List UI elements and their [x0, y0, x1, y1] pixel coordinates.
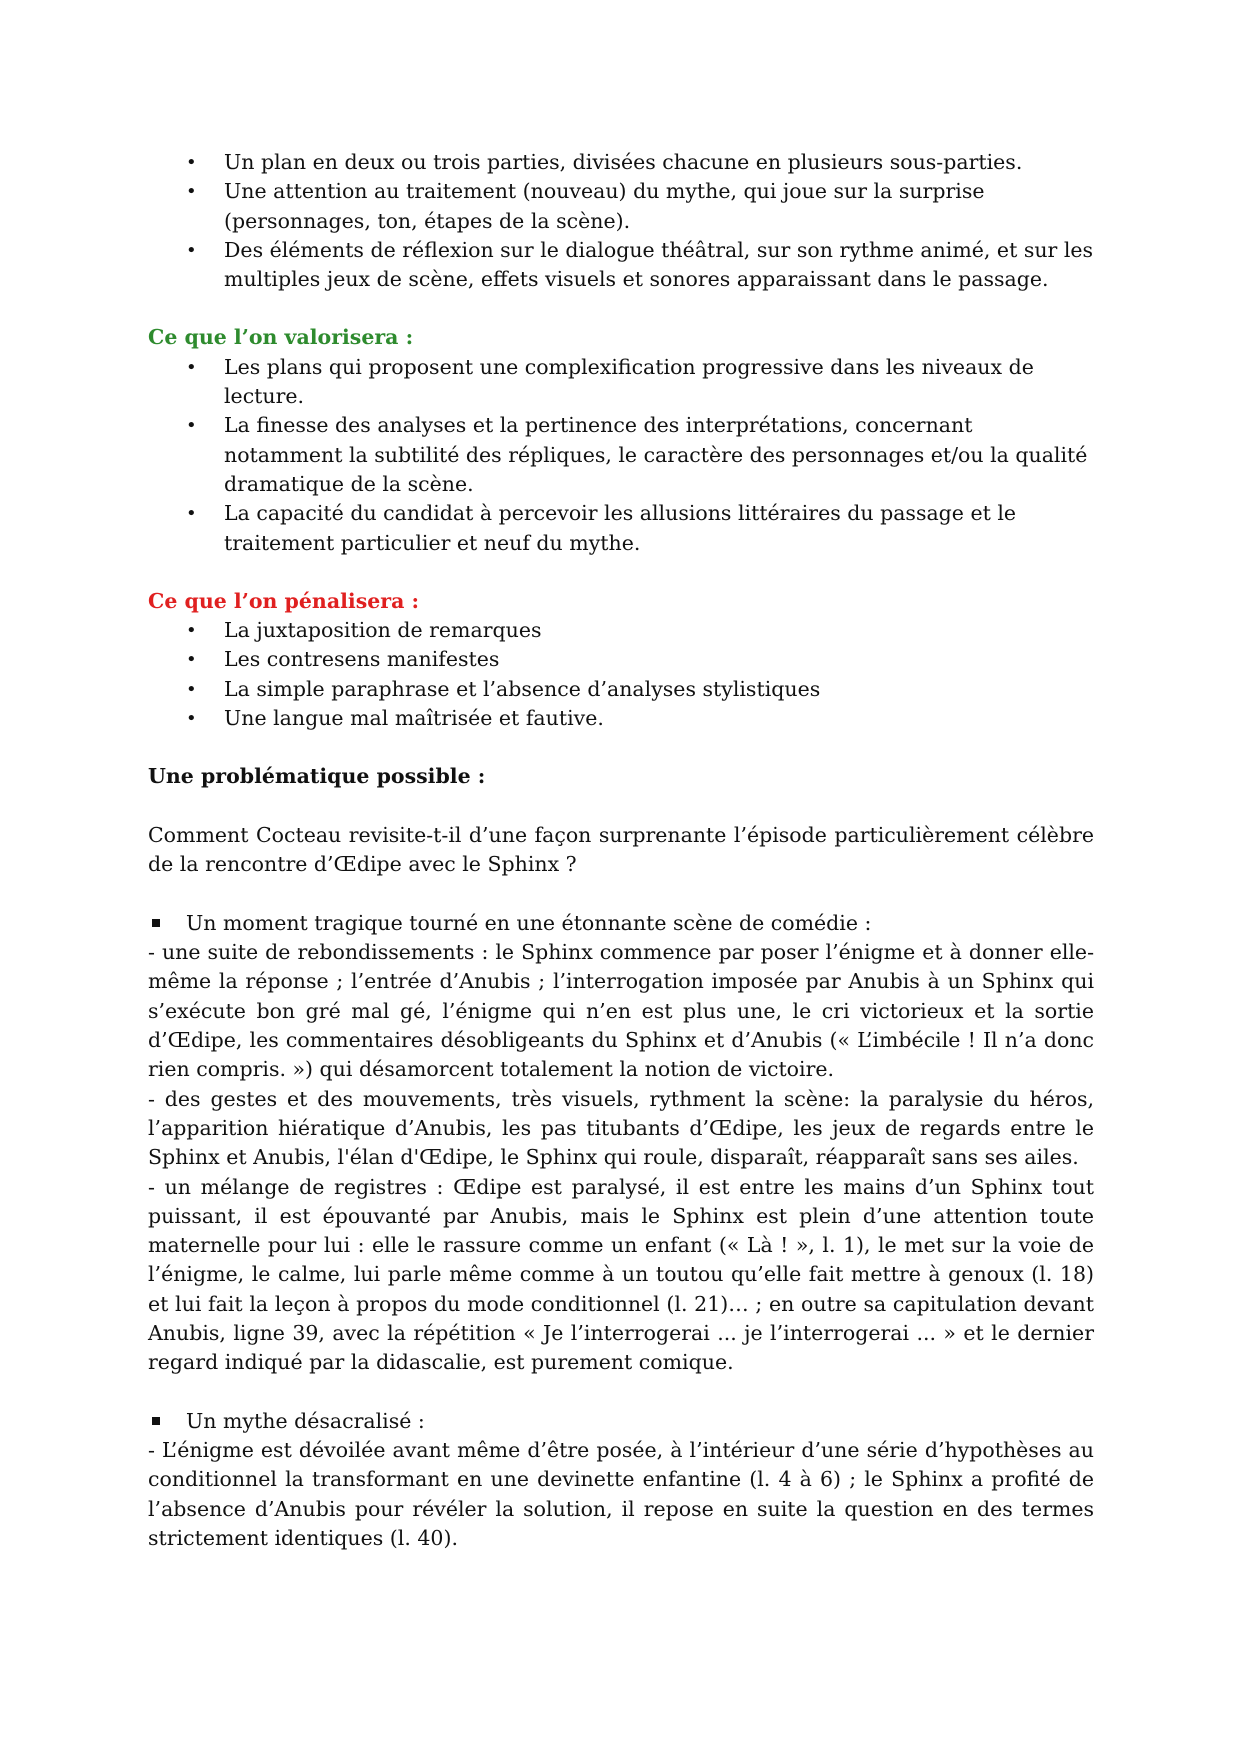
list-item: • Une attention au traitement (nouveau) du mythe, qui joue sur la surprise (personnages, ton, étapes de la scène). — [186, 179, 985, 233]
part2-paragraph: - L’énigme est dévoilée avant même d’être posée, à l’intérieur d’une série d’hypothèses au conditionnel la transformant en une devinette enfantine (l. 4 à 6) ; le Sphinx a profité de l’absence d’Anubis pour révéler la solution, il repose en suite la question en des termes strictement identiques (l. 40). — [148, 1438, 1094, 1551]
list-item: • Un plan en deux ou trois parties, divisées chacune en plusieurs sous-parties. — [148, 148, 1094, 177]
list-item: • La simple paraphrase et l’absence d’analyses stylistiques — [148, 675, 1094, 704]
list-item: • Les contresens manifestes — [148, 645, 1094, 674]
list-item: • La finesse des analyses et la pertinence des interprétations, concernant notamment la subtilité des répliques, le caractère des personnages et/ou la qualité dramatique de la scène. — [186, 413, 1088, 496]
part1-paragraph: - des gestes et des mouvements, très visuels, rythment la scène: la paralysie du héros, l’apparition hiératique d’Anubis, les pas titubants d’Œdipe, les jeux de regards entre le Sphinx et Anubis, l'élan d'Œdipe, le Sphinx qui roule, disparaît, réapparaît sans ses ailes. — [148, 1086, 1094, 1170]
square-bullet-icon — [152, 1417, 160, 1425]
bullet-icon: • — [186, 356, 197, 378]
bullet-icon: • — [186, 678, 197, 700]
document-page — [148, 148, 1094, 1553]
part2-title: Un mythe désacralisé : — [148, 1407, 1094, 1436]
bullet-icon: • — [186, 415, 197, 437]
penalisera-list — [148, 616, 1094, 733]
valorisera-list — [148, 353, 1094, 558]
problematique-question: Comment Cocteau revisite-t-il d’une façon surprenante l’épisode particulièrement célèbre de la rencontre d’Œdipe avec le Sphinx ? — [148, 822, 1094, 877]
penalisera-heading: Ce que l’on pénalisera : — [148, 588, 420, 613]
bullet-icon: • — [186, 503, 197, 525]
bullet-icon: • — [186, 708, 197, 730]
list-item: • Les plans qui proposent une complexification progressive dans les niveaux de lecture. — [186, 354, 1034, 409]
part1-paragraph: - un mélange de registres : Œdipe est paralysé, il est entre les mains d’un Sphinx tout puissant, il est épouvanté par Anubis, mais le Sphinx est plein d’une attention toute maternelle pour lui : elle le rassure comme un enfant (« Là ! », l. 1), le met sur la voie de l’énigme, le calme, lui parle même comme à un toutou qu’elle fait mettre à genoux (l. 18) et lui fait la leçon à propos du mode conditionnel (l. 21)… ; en outre sa capitulation devant Anubis, ligne 39, avec la répétition « Je l’interrogerai ... je l’interrogerai ... » et le dernier regard indiqué par la didascalie, est purement comique. — [148, 1174, 1094, 1375]
part1-paragraph: - une suite de rebondissements : le Sphinx commence par poser l’énigme et à donner elle-même la réponse ; l’entrée d’Anubis ; l’interrogation imposée par Anubis à un Sphinx qui s’exécute bon gré mal gé, l’énigme qui n’en est plus une, le cri victorieux et la sortie d’Œdipe, les commentaires désobligeants du Sphinx et d’Anubis (« L’imbécile ! Il n’a donc rien compris. ») qui désamorcent totalement la notion de victoire. — [148, 940, 1094, 1082]
bullet-icon: • — [186, 649, 197, 671]
list-item: • Une langue mal maîtrisée et fautive. — [148, 704, 1094, 733]
bullet-icon: • — [186, 620, 197, 642]
bullet-icon: • — [186, 239, 197, 261]
valorisera-heading: Ce que l’on valorisera : — [148, 325, 414, 350]
bullet-icon: • — [186, 152, 197, 173]
list-item: • La juxtaposition de remarques — [148, 616, 1094, 645]
problematique-heading: Une problématique possible : — [148, 764, 486, 789]
square-bullet-icon — [152, 919, 160, 927]
list-item: • Des éléments de réflexion sur le dialogue théâtral, sur son rythme animé, et sur les multiples jeux de scène, effets visuels et sonores apparaissant dans le passage. — [186, 237, 1094, 292]
list-item: • La capacité du candidat à percevoir les allusions littéraires du passage et le traitement particulier et neuf du mythe. — [186, 501, 1017, 555]
part1-title: Un moment tragique tourné en une étonnante scène de comédie : — [148, 909, 1094, 938]
intro-list — [148, 148, 1094, 294]
bullet-icon: • — [186, 181, 197, 203]
